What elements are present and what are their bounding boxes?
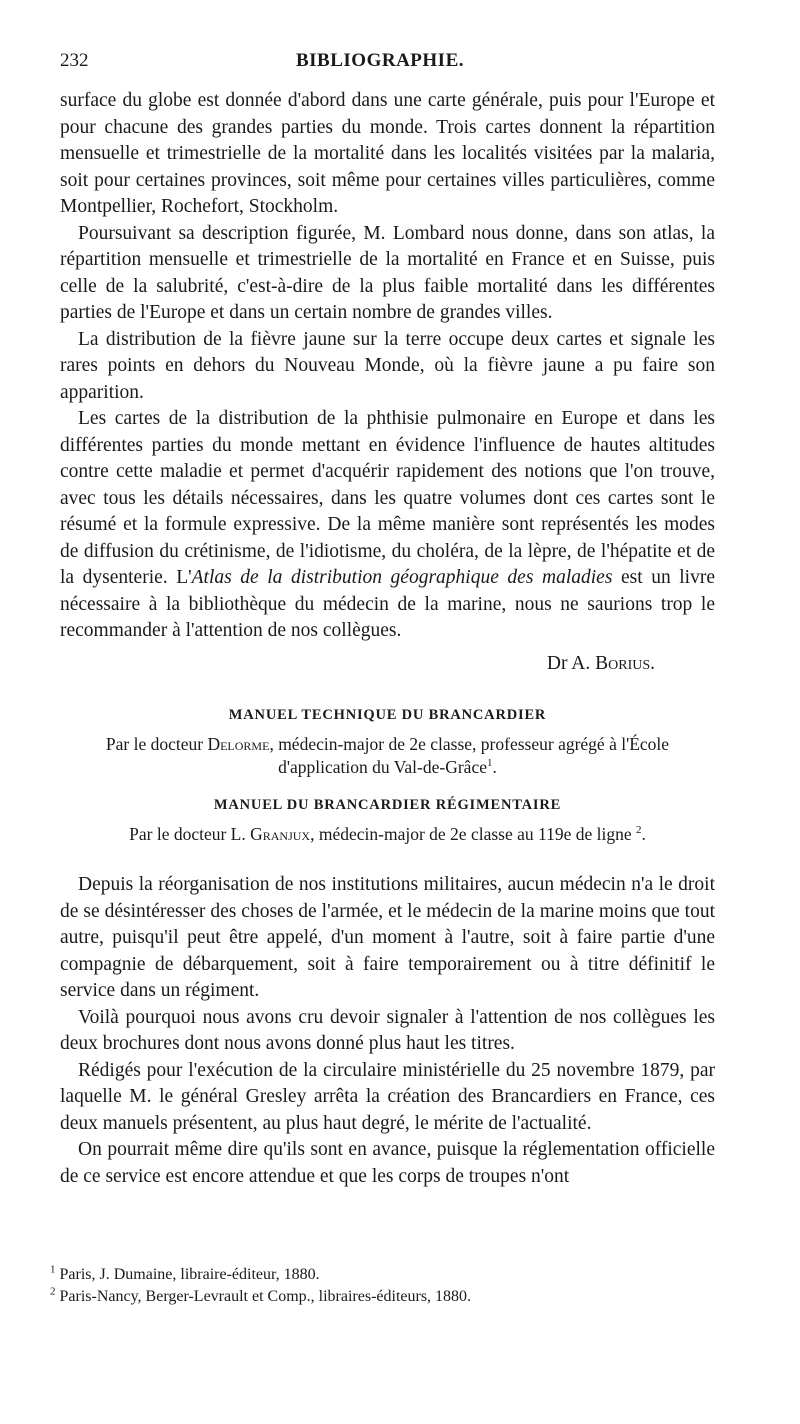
running-title: BIBLIOGRAPHIE. <box>295 50 464 71</box>
review2-paragraph-3: Rédigés pour l'exécution de la circulaire ministérielle du 25 novembre 1879, par laquelle M. le général Gresley arrêta la création des Brancardiers en France, ces deux manuels présentent, au plus haut degré, le mérite de l'actualité. <box>60 1059 715 1134</box>
footnote-mark: 2 <box>50 1285 56 1298</box>
book2-author-end: . <box>641 824 646 844</box>
p4-text-before: Les cartes de la distribution de la phthisie pulmonaire en Europe et dans les différentes parties du monde mettant en évidence l'influence de hautes altitudes contre cette maladie et permet d'acquérir rapidement des notions que l'on trouve, avec tous les détails nécessaires, dans les quatre volumes dont ces cartes sont le résumé et la formule expressive. De la même manière sont représentés les modes de diffusion du crétinisme, de l'idiotisme, du choléra, de la lèpre, de l'hépatite et de la dysenterie. L' <box>60 408 715 588</box>
book1-title: MANUEL TECHNIQUE DU BRANCARDIER <box>228 707 547 723</box>
book2-title: MANUEL DU BRANCARDIER RÉGIMENTAIRE <box>213 797 562 813</box>
review2-paragraph-1: Depuis la réorganisation de nos institutions militaires, aucun médecin n'a le droit de se désintéresser des choses de l'armée, et le médecin de la marine moins que tout autre, puisqu'il peut être appelé, d'un moment à l'autre, soit à faire partie d'une compagnie de débarquement, soit à faire temporairement ou à titre définitif le service dans un régiment. <box>60 874 715 1001</box>
footnotes <box>50 1264 710 1308</box>
footnote-text: Paris, J. Dumaine, libraire-éditeur, 1880. <box>59 1266 320 1283</box>
footnote-mark: 1 <box>50 1263 56 1276</box>
review2 <box>60 872 715 1190</box>
review1-signature <box>60 651 715 678</box>
book1-author-end: . <box>492 757 497 777</box>
book1-author-name: Delorme <box>207 734 270 754</box>
footnote-2 <box>50 1286 710 1308</box>
footnote-1 <box>50 1264 710 1286</box>
page-number: 232 <box>60 50 89 71</box>
book2-author-before: Par le docteur L. <box>129 824 251 844</box>
page-header <box>60 50 700 78</box>
book1-note-ref: 1 <box>486 757 493 770</box>
signature-name: Borius. <box>595 652 655 674</box>
book1-author-line <box>60 733 715 779</box>
book2-note-ref: 2 <box>636 824 642 837</box>
book1-author-before: Par le docteur <box>105 734 208 754</box>
atlas-title-italic: Atlas de la distribution géographique des maladies <box>191 567 613 588</box>
book2-author-line <box>60 823 715 846</box>
book2-author-after: , médecin-major de 2e classe au 119e de ligne <box>310 824 636 844</box>
review2-paragraph-4: On pourrait même dire qu'ils sont en avance, puisque la réglementation officielle de ce service est encore attendue et que les corps de troupes n'ont <box>60 1139 715 1187</box>
book1-author-after: , médecin-major de 2e classe, professeur agrégé à l'École d'application du Val-de-Grâce <box>269 734 670 777</box>
signature-prefix: Dr A. <box>546 652 596 674</box>
page-body <box>60 88 715 1190</box>
book2-author-name: Granjux <box>250 824 311 844</box>
review1-paragraph-3: La distribution de la fièvre jaune sur la terre occupe deux cartes et signale les rares points en dehors du Nouveau Monde, où la fièvre jaune a pu faire son apparition. <box>60 328 715 403</box>
footnote-text: Paris-Nancy, Berger-Levrault et Comp., libraires-éditeurs, 1880. <box>59 1288 472 1305</box>
review1-paragraph-2: Poursuivant sa description figurée, M. Lombard nous donne, dans son atlas, la répartition mensuelle et trimestrielle de la mortalité en France et en Suisse, puis celle de la salubrité, c'est-à-dire de la plus faible mortalité dans les différentes parties de l'Europe et dans un certain nombre de grandes villes. <box>60 222 715 323</box>
p4-text-after: est un livre nécessaire à la bibliothèque du médecin de la marine, nous ne saurions trop le recommander à l'attention de nos collègues. <box>60 567 715 641</box>
review1-paragraph-4 <box>60 406 715 645</box>
review1-paragraph-1: surface du globe est donnée d'abord dans une carte générale, puis pour l'Europe et pour chacune des grandes parties du monde. Trois cartes donnent la répartition mensuelle et trimestrielle de la mortalité dans les localités visitées par la malaria, soit pour certaines provinces, soit même pour certaines villes particulières, comme Montpellier, Rochefort, Stockholm. <box>60 90 715 217</box>
review2-paragraph-2: Voilà pourquoi nous avons cru devoir signaler à l'attention de nos collègues les deux brochures dont nous avons donné plus haut les titres. <box>60 1006 715 1054</box>
